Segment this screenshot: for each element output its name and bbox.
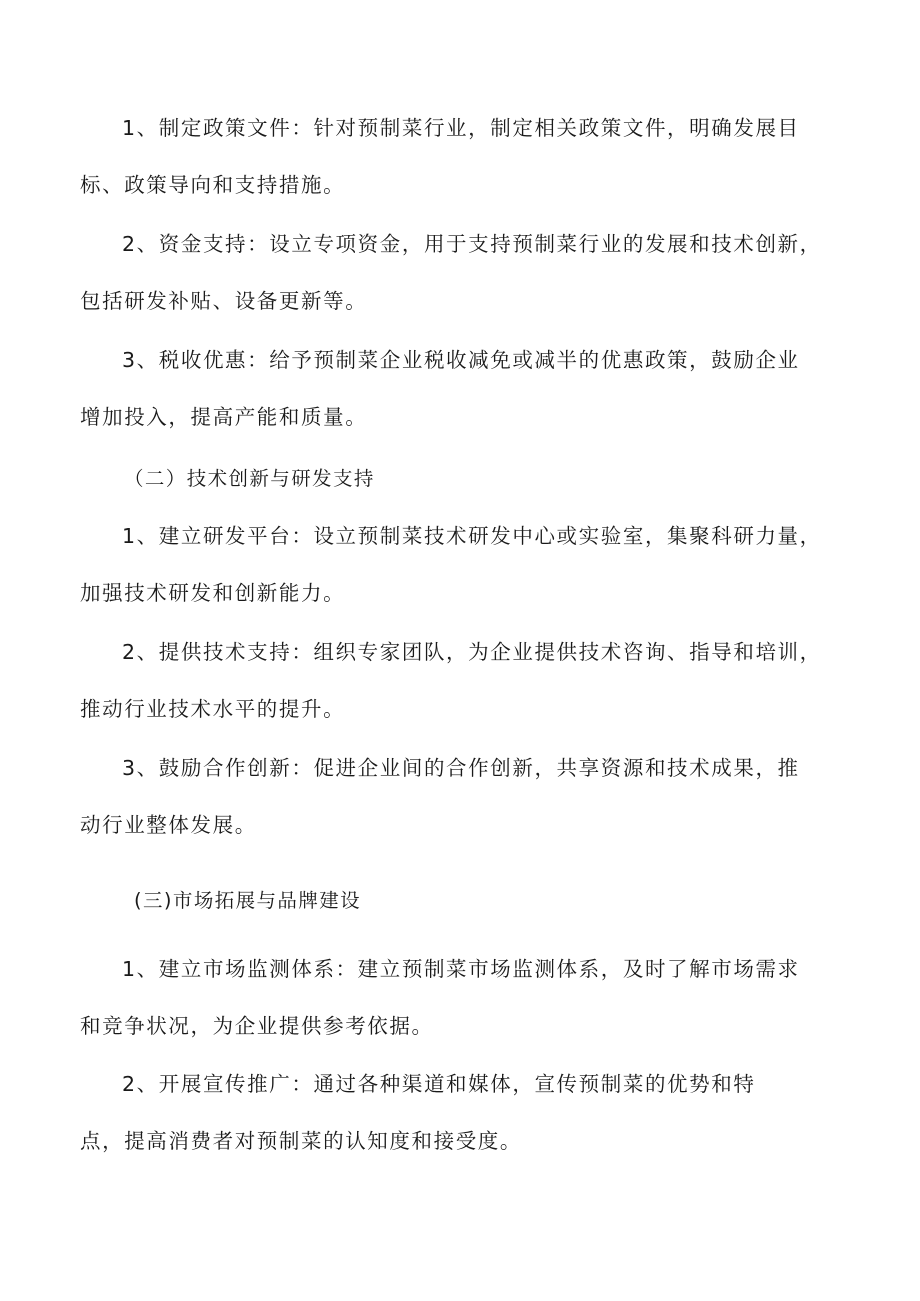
paragraph-cooperative-innovation xyxy=(80,740,848,854)
paragraph-rd-platform xyxy=(80,508,848,622)
paragraph-line: 2、提供技术支持：组织专家团队，为企业提供技术咨询、指导和培训， xyxy=(122,640,822,664)
paragraph-funding-support xyxy=(80,216,848,330)
paragraph-line: 动行业整体发展。 xyxy=(80,813,257,837)
paragraph-line: 3、税收优惠：给予预制菜企业税收减免或减半的优惠政策，鼓励企业 xyxy=(122,348,800,372)
paragraph-line: 2、资金支持：设立专项资金，用于支持预制菜行业的发展和技术创新， xyxy=(122,232,822,256)
paragraph-market-monitoring xyxy=(80,941,848,1055)
paragraph-tax-incentives xyxy=(80,332,848,446)
section-heading-market-expansion: (三)市场拓展与品牌建设 xyxy=(134,889,362,912)
paragraph-line: 1、建立市场监测体系：建立预制菜市场监测体系，及时了解市场需求 xyxy=(122,957,800,981)
paragraph-line: 和竞争状况，为企业提供参考依据。 xyxy=(80,1014,434,1038)
paragraph-line: 1、制定政策文件：针对预制菜行业，制定相关政策文件，明确发展目 xyxy=(122,116,800,140)
paragraph-line: 增加投入，提高产能和质量。 xyxy=(80,405,368,429)
paragraph-policy-documents xyxy=(80,100,848,214)
paragraph-line: 标、政策导向和支持措施。 xyxy=(80,173,346,197)
paragraph-line: 包括研发补贴、设备更新等。 xyxy=(80,289,368,313)
paragraph-line: 2、开展宣传推广：通过各种渠道和媒体，宣传预制菜的优势和特 xyxy=(122,1072,756,1096)
paragraph-line: 点，提高消费者对预制菜的认知度和接受度。 xyxy=(80,1129,522,1153)
paragraph-line: 3、鼓励合作创新：促进企业间的合作创新，共享资源和技术成果，推 xyxy=(122,756,800,780)
section-heading-tech-innovation: （二）技术创新与研发支持 xyxy=(124,467,375,490)
paragraph-line: 推动行业技术水平的提升。 xyxy=(80,697,346,721)
paragraph-line: 加强技术研发和创新能力。 xyxy=(80,581,346,605)
paragraph-tech-support xyxy=(80,624,848,738)
paragraph-line: 1、建立研发平台：设立预制菜技术研发中心或实验室，集聚科研力量， xyxy=(122,524,822,548)
paragraph-promotion xyxy=(80,1056,848,1170)
